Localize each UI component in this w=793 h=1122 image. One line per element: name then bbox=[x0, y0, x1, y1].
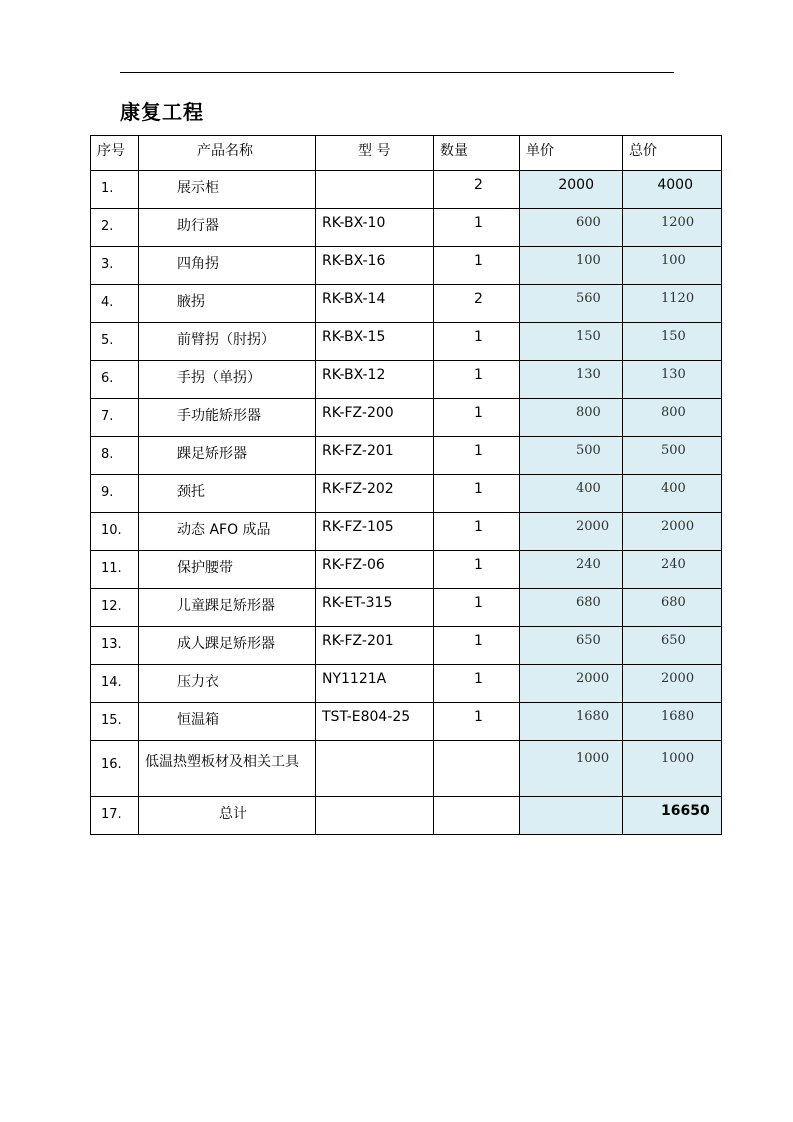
total-price: 800 bbox=[661, 405, 686, 420]
product-model: RK-FZ-202 bbox=[322, 481, 394, 497]
total-price: 680 bbox=[661, 595, 686, 610]
row-index: 9. bbox=[101, 485, 114, 500]
table-row bbox=[91, 209, 722, 247]
row-index: 17. bbox=[101, 807, 122, 822]
unit-price: 130 bbox=[576, 367, 601, 382]
unit-price: 2000 bbox=[576, 519, 610, 534]
product-name: 恒温箱 bbox=[177, 712, 219, 728]
row-index: 12. bbox=[101, 599, 122, 614]
product-qty: 1 bbox=[474, 481, 483, 497]
total-price: 150 bbox=[661, 329, 686, 344]
product-model: RK-FZ-105 bbox=[322, 519, 394, 535]
total-price: 1680 bbox=[661, 709, 695, 724]
table-row bbox=[91, 703, 722, 741]
unit-price: 2000 bbox=[558, 177, 594, 193]
unit-price: 1680 bbox=[576, 709, 610, 724]
table-row bbox=[91, 437, 722, 475]
product-name: 展示柜 bbox=[177, 180, 219, 196]
total-price: 1200 bbox=[661, 215, 695, 230]
product-qty: 1 bbox=[474, 367, 483, 383]
row-index: 10. bbox=[101, 523, 122, 538]
table-header-row bbox=[91, 136, 722, 171]
product-qty: 1 bbox=[474, 633, 483, 649]
table-row bbox=[91, 171, 722, 209]
table-row bbox=[91, 475, 722, 513]
product-model: NY1121A bbox=[322, 671, 387, 687]
product-name: 保护腰带 bbox=[177, 560, 233, 576]
total-price: 1120 bbox=[661, 291, 695, 306]
row-index: 7. bbox=[101, 409, 114, 424]
total-label: 总计 bbox=[219, 806, 247, 822]
row-index: 6. bbox=[101, 371, 114, 386]
table-row bbox=[91, 323, 722, 361]
total-price: 1000 bbox=[661, 751, 695, 766]
table-row bbox=[91, 589, 722, 627]
product-qty: 1 bbox=[474, 557, 483, 573]
unit-price: 2000 bbox=[576, 671, 610, 686]
total-price: 100 bbox=[661, 253, 686, 268]
product-model: RK-FZ-200 bbox=[322, 405, 394, 421]
product-name: 颈托 bbox=[177, 484, 205, 500]
header-model: 型 号 bbox=[358, 143, 391, 159]
unit-price: 240 bbox=[576, 557, 601, 572]
row-index: 16. bbox=[101, 757, 122, 772]
unit-price: 560 bbox=[576, 291, 601, 306]
product-name: 四角拐 bbox=[177, 256, 219, 272]
grand-total: 16650 bbox=[661, 803, 710, 819]
unit-price: 400 bbox=[576, 481, 601, 496]
header-name: 产品名称 bbox=[197, 143, 253, 159]
product-qty: 1 bbox=[474, 253, 483, 269]
product-name: 手拐（单拐） bbox=[177, 370, 261, 386]
row-index: 5. bbox=[101, 333, 114, 348]
product-qty: 2 bbox=[474, 177, 483, 193]
row-index: 1. bbox=[101, 181, 114, 196]
unit-price: 500 bbox=[576, 443, 601, 458]
product-qty: 2 bbox=[474, 291, 483, 307]
table-row bbox=[91, 513, 722, 551]
product-name: 低温热塑板材及相关工具 bbox=[145, 754, 299, 770]
header-unit-price: 单价 bbox=[526, 143, 554, 159]
product-model: RK-FZ-201 bbox=[322, 633, 394, 649]
row-index: 15. bbox=[101, 713, 122, 728]
total-price: 400 bbox=[661, 481, 686, 496]
table-row bbox=[91, 361, 722, 399]
product-name: 前臂拐（肘拐） bbox=[177, 332, 275, 348]
product-model: RK-BX-15 bbox=[322, 329, 386, 345]
row-index: 14. bbox=[101, 675, 122, 690]
product-model: TST-E804-25 bbox=[322, 709, 411, 725]
product-model: RK-BX-12 bbox=[322, 367, 386, 383]
product-name: 压力衣 bbox=[177, 674, 219, 690]
total-price: 2000 bbox=[661, 519, 695, 534]
unit-price: 680 bbox=[576, 595, 601, 610]
product-name: 助行器 bbox=[177, 218, 219, 234]
unit-price: 600 bbox=[576, 215, 601, 230]
table-row bbox=[91, 399, 722, 437]
header-total-price: 总价 bbox=[629, 143, 657, 159]
product-qty: 1 bbox=[474, 519, 483, 535]
top-rule bbox=[120, 72, 674, 73]
table-row bbox=[91, 665, 722, 703]
total-price: 4000 bbox=[657, 177, 693, 193]
summary-row bbox=[91, 797, 722, 835]
product-name: 动态 AFO 成品 bbox=[177, 522, 271, 538]
row-index: 2. bbox=[101, 219, 114, 234]
product-name: 儿童踝足矫形器 bbox=[177, 598, 275, 614]
product-qty: 1 bbox=[474, 215, 483, 231]
product-model: RK-FZ-06 bbox=[322, 557, 385, 573]
total-price: 2000 bbox=[661, 671, 695, 686]
total-price: 240 bbox=[661, 557, 686, 572]
product-model: RK-ET-315 bbox=[322, 595, 393, 611]
unit-price: 800 bbox=[576, 405, 601, 420]
page-title: 康复工程 bbox=[120, 100, 204, 124]
unit-price: 100 bbox=[576, 253, 601, 268]
product-qty: 1 bbox=[474, 443, 483, 459]
row-index: 13. bbox=[101, 637, 122, 652]
table-row bbox=[91, 285, 722, 323]
table-row bbox=[91, 627, 722, 665]
row-index: 8. bbox=[101, 447, 114, 462]
product-qty: 1 bbox=[474, 595, 483, 611]
product-model: RK-BX-10 bbox=[322, 215, 386, 231]
product-name: 手功能矫形器 bbox=[177, 408, 261, 424]
table-row bbox=[91, 247, 722, 285]
total-price: 650 bbox=[661, 633, 686, 648]
product-name: 踝足矫形器 bbox=[177, 446, 247, 462]
total-price: 130 bbox=[661, 367, 686, 382]
product-model: RK-FZ-201 bbox=[322, 443, 394, 459]
row-index: 11. bbox=[101, 561, 122, 576]
product-qty: 1 bbox=[474, 329, 483, 345]
product-model: RK-BX-16 bbox=[322, 253, 386, 269]
unit-price: 650 bbox=[576, 633, 601, 648]
table-row bbox=[91, 741, 722, 797]
row-index: 3. bbox=[101, 257, 114, 272]
product-name: 腋拐 bbox=[177, 294, 205, 310]
product-qty: 1 bbox=[474, 405, 483, 421]
product-model: RK-BX-14 bbox=[322, 291, 386, 307]
product-qty: 1 bbox=[474, 671, 483, 687]
price-table bbox=[90, 135, 722, 835]
row-index: 4. bbox=[101, 295, 114, 310]
product-name: 成人踝足矫形器 bbox=[177, 636, 275, 652]
product-qty: 1 bbox=[474, 709, 483, 725]
total-price: 500 bbox=[661, 443, 686, 458]
table-row bbox=[91, 551, 722, 589]
header-index: 序号 bbox=[97, 143, 125, 159]
unit-price: 1000 bbox=[576, 751, 610, 766]
header-qty: 数量 bbox=[440, 143, 468, 159]
unit-price: 150 bbox=[576, 329, 601, 344]
